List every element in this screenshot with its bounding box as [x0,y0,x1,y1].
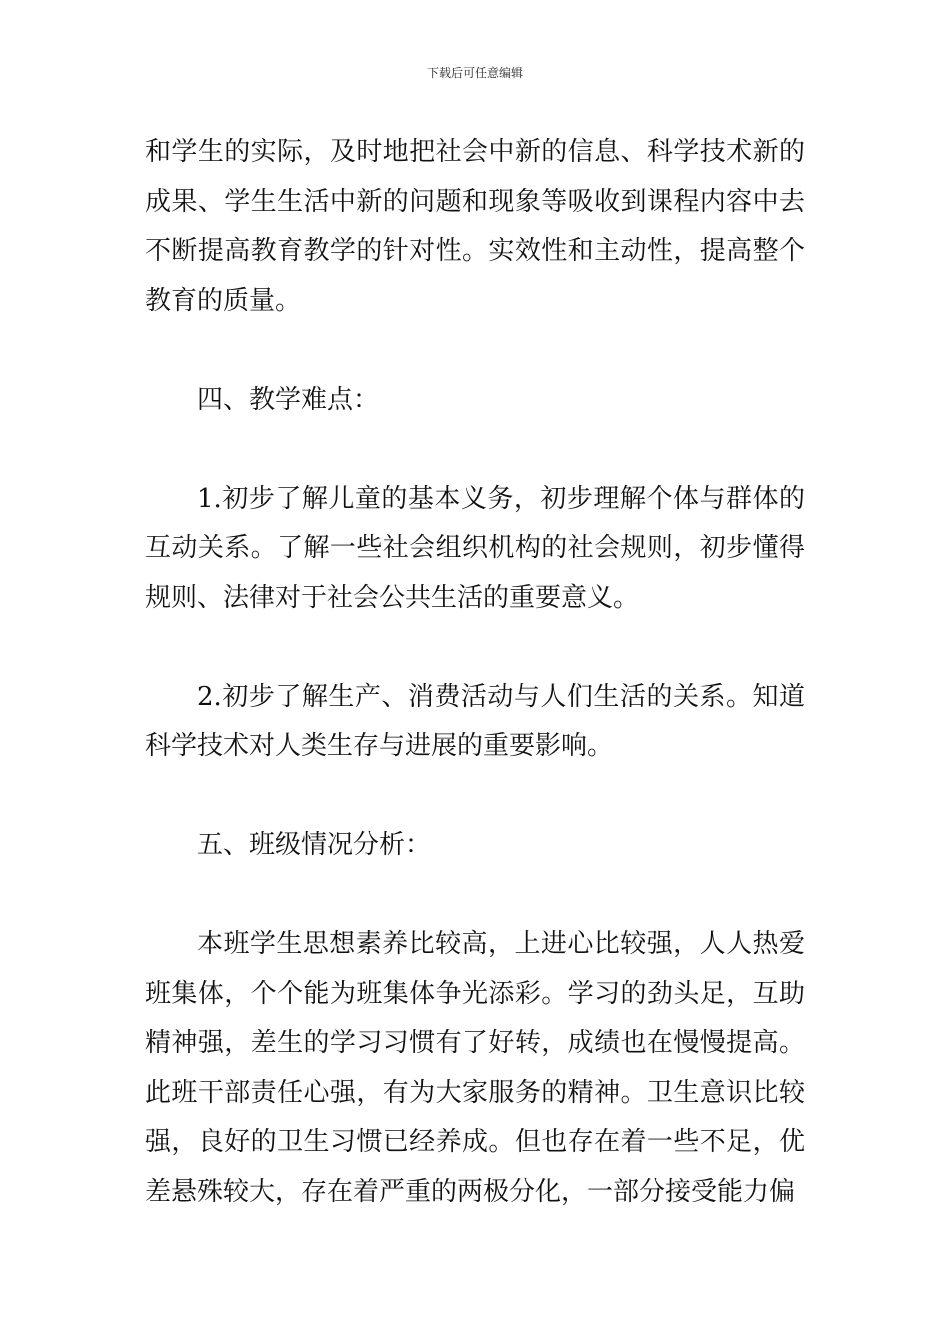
list-item-1: 1.初步了解儿童的基本义务，初步理解个体与群体的互动关系。了解一些社会组织机构的社会规则，初步懂得规则、法律对于社会公共生活的重要意义。 [145,483,805,613]
section-heading-teaching-difficulties: 四、教学难点： [197,384,380,415]
paragraph-continuation: 和学生的实际，及时地把社会中新的信息、科学技术新的成果、学生生活中新的问题和现象等吸收到课程内容中去不断提高教育教学的针对性。实效性和主动性，提高整个教育的质量。 [145,137,805,316]
page-header: 下载后可任意编辑 [426,66,523,80]
section-heading-class-analysis: 五、班级情况分析： [197,830,432,860]
document-body [145,128,805,1217]
paragraph-class-analysis: 本班学生思想素养比较高，上进心比较强，人人热爱班集体，个个能为班集体争光添彩。学习的劲头足，互助精神强，差生的学习习惯有了好转，成绩也在慢慢提高。此班干部责任心强，有为大家服务的精神。卫生意识比较强，良好的卫生习惯已经养成。但也存在着一些不足，优差悬殊较大，存在着严重的两极分化，一部分接受能力偏 [145,929,805,1207]
list-item-2: 2.初步了解生产、消费活动与人们生活的关系。知道科学技术对人类生存与进展的重要影响。 [145,681,805,761]
